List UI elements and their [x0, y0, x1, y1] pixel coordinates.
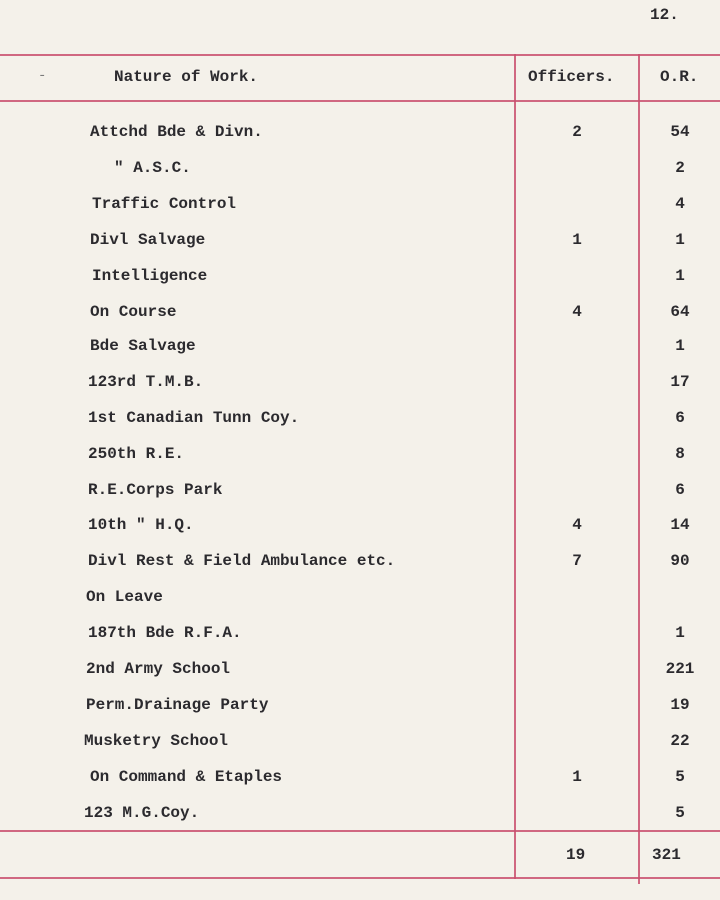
- row-or: 1: [675, 624, 685, 642]
- row-or: 17: [670, 373, 690, 391]
- row-label: Divl Salvage: [90, 231, 206, 249]
- table-row: [0, 159, 720, 185]
- header-bottom-rule: [0, 100, 720, 102]
- row-or: 22: [670, 732, 690, 750]
- row-label: Intelligence: [92, 267, 208, 285]
- row-label: 123rd T.M.B.: [88, 373, 204, 391]
- row-label: 250th R.E.: [88, 445, 185, 463]
- table-row: [0, 123, 720, 149]
- row-label: 2nd Army School: [86, 660, 231, 678]
- totals-bottom-rule: [0, 877, 720, 879]
- header-dash: -: [38, 68, 47, 84]
- row-label: Traffic Control: [92, 195, 237, 213]
- table-row: [0, 588, 720, 614]
- header-top-rule: [0, 54, 720, 56]
- table-row: [0, 409, 720, 435]
- table-row: [0, 337, 720, 363]
- table-row: [0, 195, 720, 221]
- row-label: On Leave: [86, 588, 163, 606]
- table-row: [0, 696, 720, 722]
- row-or: 8: [675, 445, 685, 463]
- or-header: O.R.: [660, 68, 699, 86]
- table-row: [0, 303, 720, 329]
- table-row: [0, 660, 720, 686]
- row-label: 1st Canadian Tunn Coy.: [88, 409, 300, 427]
- table-row: [0, 804, 720, 830]
- row-or: 5: [675, 804, 685, 822]
- row-label: Musketry School: [84, 732, 229, 750]
- row-or: 2: [675, 159, 685, 177]
- table-row: [0, 481, 720, 507]
- row-or: 5: [675, 768, 685, 786]
- total-officers: 19: [566, 846, 586, 864]
- table-row: [0, 267, 720, 293]
- table-row: [0, 516, 720, 542]
- row-label: Bde Salvage: [90, 337, 196, 355]
- table-row: [0, 552, 720, 578]
- row-or: 1: [675, 231, 685, 249]
- row-label: 123 M.G.Coy.: [84, 804, 200, 822]
- row-label: On Course: [90, 303, 177, 321]
- totals-top-rule: [0, 830, 720, 832]
- row-or: 54: [670, 123, 690, 141]
- table-row: [0, 445, 720, 471]
- page-number: 12.: [650, 6, 679, 24]
- row-label: Attchd Bde & Divn.: [90, 123, 263, 141]
- nature-of-work-header: Nature of Work.: [114, 68, 259, 86]
- row-officers: 4: [572, 516, 582, 534]
- row-officers: 7: [572, 552, 582, 570]
- row-label: R.E.Corps Park: [88, 481, 223, 499]
- row-or: 90: [670, 552, 690, 570]
- row-or: 4: [675, 195, 685, 213]
- row-or: 6: [675, 481, 685, 499]
- row-officers: 1: [572, 768, 582, 786]
- row-officers: 2: [572, 123, 582, 141]
- row-or: 6: [675, 409, 685, 427]
- row-or: 64: [670, 303, 690, 321]
- row-or: 221: [665, 660, 695, 678]
- row-or: 14: [670, 516, 690, 534]
- row-officers: 4: [572, 303, 582, 321]
- row-label: Divl Rest & Field Ambulance etc.: [88, 552, 396, 570]
- row-label: 187th Bde R.F.A.: [88, 624, 242, 642]
- table-row: [0, 231, 720, 257]
- table-row: [0, 373, 720, 399]
- table-row: [0, 624, 720, 650]
- row-or: 1: [675, 267, 685, 285]
- row-label: 10th " H.Q.: [88, 516, 194, 534]
- table-row: [0, 768, 720, 794]
- officers-header: Officers.: [528, 68, 615, 86]
- total-or: 321: [652, 846, 681, 864]
- row-or: 19: [670, 696, 690, 714]
- table-row: [0, 732, 720, 758]
- row-label: " A.S.C.: [114, 159, 191, 177]
- row-label: Perm.Drainage Party: [86, 696, 269, 714]
- row-label: On Command & Etaples: [90, 768, 283, 786]
- row-officers: 1: [572, 231, 582, 249]
- row-or: 1: [675, 337, 685, 355]
